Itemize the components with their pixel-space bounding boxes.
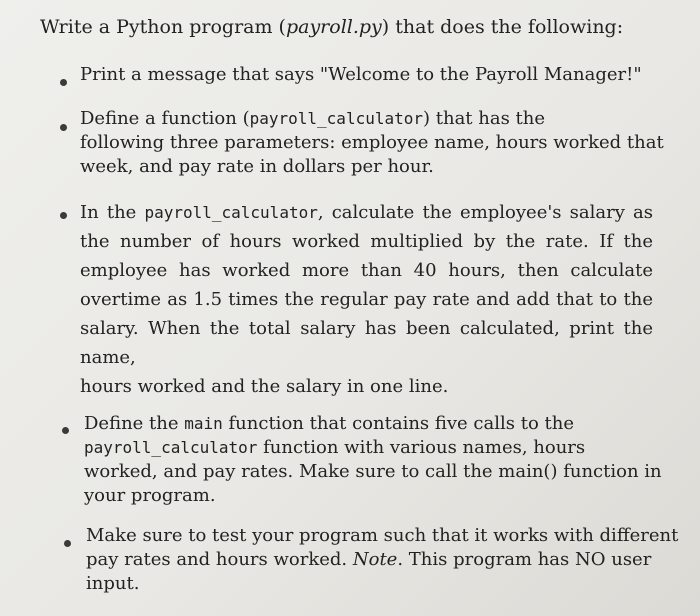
heading-text: Write a Python program ( — [40, 16, 286, 38]
bullet-marker-4 — [62, 427, 69, 434]
bullet-marker-2 — [60, 124, 67, 131]
bullet-1-line-1: Print a message that says "Welcome to the Payroll Manager!" — [80, 64, 642, 85]
bullet-3-line-1: In the payroll_calculator, calculate the employee's salary as — [80, 202, 654, 223]
bullet-3-line-5: salary. When the total salary has been calculated, print the name, — [80, 318, 653, 368]
code-main: main — [184, 414, 223, 433]
bullet-4-line-3: worked, and pay rates. Make sure to call the main() function in — [84, 461, 662, 482]
bullet-3-line-6: hours worked and the salary in one line. — [80, 376, 449, 397]
bullet-3-line-2: the number of hours worked multiplied by the rate. If the — [80, 231, 653, 252]
bullet-5-line-2: pay rates and hours worked. Note. This program has NO user — [86, 549, 652, 570]
bullet-3-line-4: overtime as 1.5 times the regular pay rate and add that to the — [80, 289, 653, 310]
heading-filename: payroll.py — [285, 16, 382, 38]
bullet-3-line-3: employee has worked more than 40 hours, then calculate — [80, 260, 653, 281]
bullet-2-line-3: week, and pay rate in dollars per hour. — [80, 156, 434, 177]
code-payroll-calculator: payroll_calculator — [84, 438, 258, 457]
bullet-2-line-1: Define a function (payroll_calculator) that has the — [80, 108, 546, 129]
bullet-4-line-2: payroll_calculator function with various names, hours — [84, 437, 586, 458]
bullet-item-5 — [86, 524, 679, 596]
code-payroll-calculator: payroll_calculator — [249, 109, 423, 128]
bullet-item-3 — [80, 198, 653, 401]
bullet-marker-1 — [60, 79, 67, 86]
bullet-item-1 — [80, 62, 640, 88]
bullet-4-line-1: Define the main function that contains five calls to the — [84, 413, 574, 434]
bullet-5-line-3: input. — [86, 573, 140, 594]
assignment-heading — [40, 14, 623, 40]
bullet-item-4 — [84, 412, 662, 508]
bullet-2-line-2: following three parameters: employee name, hours worked that — [80, 132, 664, 153]
bullet-item-2 — [80, 107, 664, 179]
bullet-marker-5 — [64, 540, 71, 547]
bullet-5-line-1: Make sure to test your program such that it works with different — [86, 525, 679, 546]
code-payroll-calculator: payroll_calculator — [144, 203, 318, 222]
heading-text-end: ) that does the following: — [381, 16, 624, 38]
note-emphasis: Note — [352, 549, 398, 570]
bullet-4-line-4: your program. — [84, 485, 216, 506]
bullet-marker-3 — [60, 212, 67, 219]
